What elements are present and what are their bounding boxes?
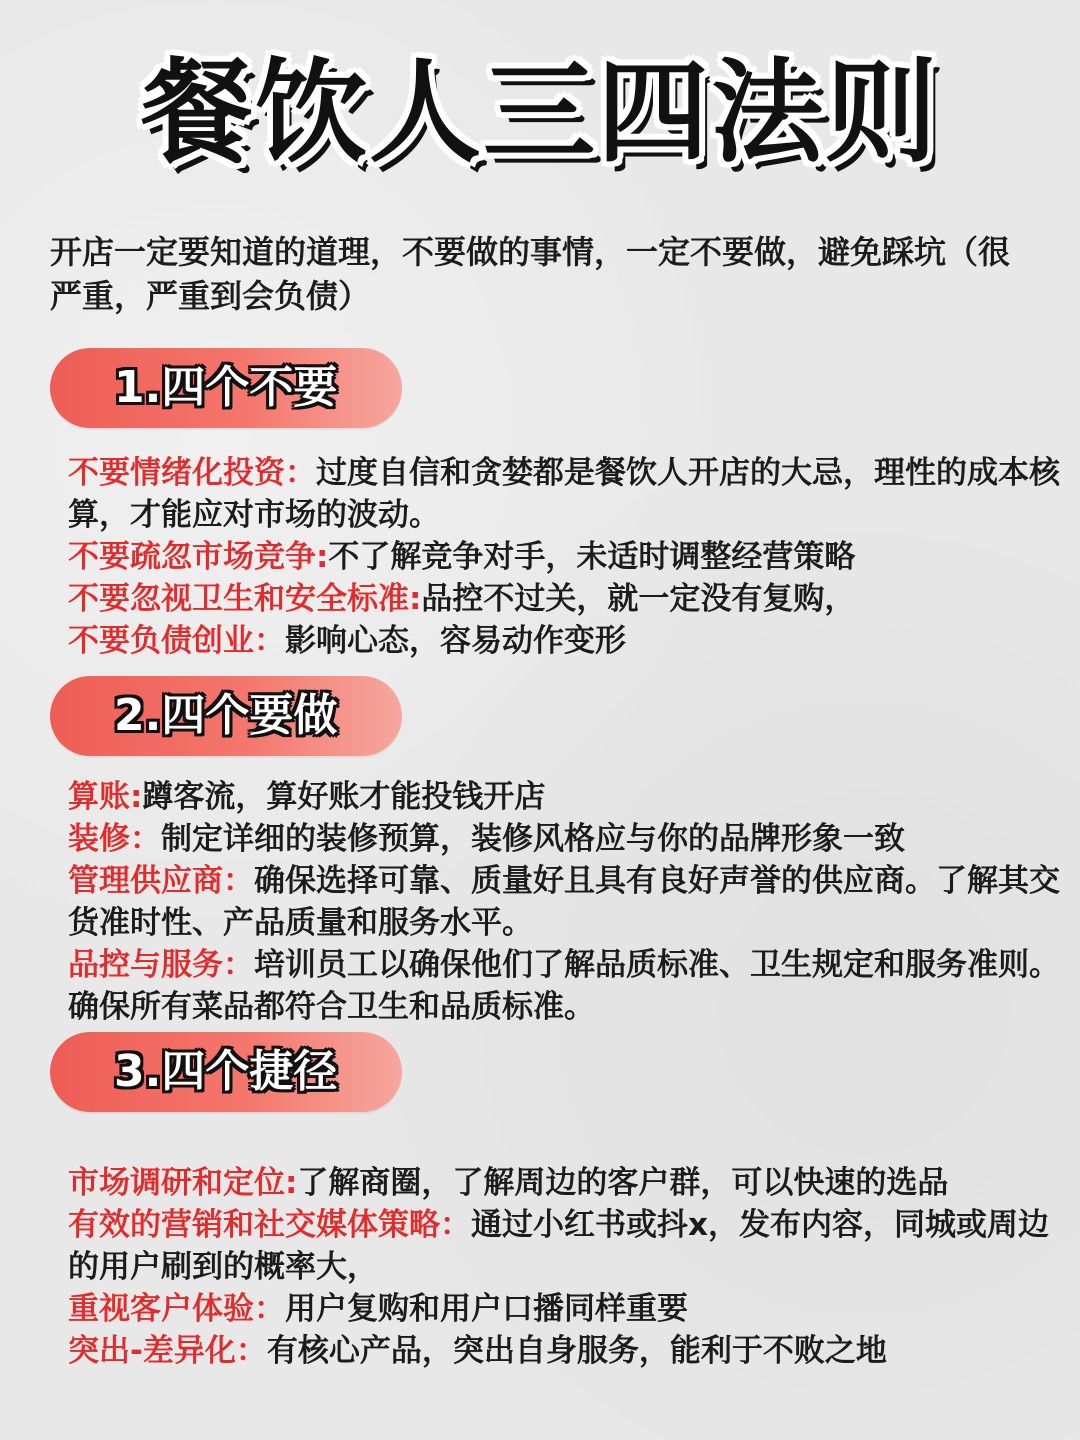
- list-item: [68, 578, 1060, 620]
- item-key: 装修：: [68, 821, 161, 857]
- item-text: 用户复购和用户口播同样重要: [285, 1291, 688, 1327]
- item-key: 算账:: [68, 779, 143, 815]
- item-key: 品控与服务：: [68, 947, 254, 983]
- item-text: 培训员工以确保他们了解品质标准、卫生规定和服务准则。确保所有菜品都符合卫生和品质标准。: [68, 947, 1060, 1025]
- item-key: 重视客户体验：: [68, 1291, 285, 1327]
- item-text: 蹲客流，算好账才能投钱开店: [142, 779, 546, 815]
- list-item: [68, 860, 1060, 944]
- item-text: 制定详细的装修预算，装修风格应与你的品牌形象一致: [161, 821, 905, 857]
- item-key: 突出-差异化：: [68, 1333, 267, 1369]
- list-item: [68, 818, 1060, 860]
- item-key: 不要负债创业：: [68, 623, 285, 659]
- intro-text: 开店一定要知道的道理，不要做的事情，一定不要做，避免踩坑（很严重，严重到会负债）: [50, 233, 1011, 315]
- list-item: [68, 1288, 1060, 1330]
- item-key: 不要忽视卫生和安全标准:: [68, 581, 422, 617]
- section-2-label: 2.四个要做: [114, 690, 338, 741]
- section-3-header: [50, 1032, 402, 1112]
- item-text: 品控不过关，就一定没有复购，: [421, 581, 856, 617]
- item-text: 有核心产品，突出自身服务，能利于不败之地: [266, 1333, 887, 1369]
- item-key: 管理供应商：: [68, 863, 254, 899]
- item-key: 不要情绪化投资：: [68, 455, 316, 491]
- item-text: 了解商圈，了解周边的客户群，可以快速的选品: [297, 1165, 949, 1201]
- list-item: [68, 1204, 1060, 1288]
- item-text: 影响心态，容易动作变形: [285, 623, 626, 659]
- list-item: [68, 1330, 1060, 1372]
- section-3-list: [68, 1162, 1060, 1372]
- list-item: [68, 1162, 1060, 1204]
- item-text: 不了解竞争对手，未适时调整经营策略: [328, 539, 856, 575]
- section-2-list: [68, 776, 1060, 1028]
- item-text: 确保选择可靠、质量好且具有良好声誉的供应商。了解其交货准时性、产品质量和服务水平。: [68, 863, 1060, 941]
- item-key: 有效的营销和社交媒体策略：: [68, 1207, 471, 1243]
- section-3-label: 3.四个捷径: [114, 1046, 338, 1097]
- page-title: 餐饮人三四法则: [141, 48, 939, 178]
- item-key: 市场调研和定位:: [68, 1165, 298, 1201]
- item-text: 通过小红书或抖x，发布内容，同城或周边的用户刷到的概率大，: [68, 1207, 1049, 1285]
- item-text: 过度自信和贪婪都是餐饮人开店的大忌，理性的成本核算，才能应对市场的波动。: [68, 455, 1060, 533]
- list-item: [68, 620, 1060, 662]
- section-1-label: 1.四个不要: [114, 362, 338, 413]
- item-key: 不要疏忽市场竞争:: [68, 539, 329, 575]
- section-1-list: [68, 452, 1060, 662]
- list-item: [68, 452, 1060, 536]
- list-item: [68, 776, 1060, 818]
- list-item: [68, 536, 1060, 578]
- list-item: [68, 944, 1060, 1028]
- section-1-header: [50, 348, 402, 428]
- section-2-header: [50, 676, 402, 756]
